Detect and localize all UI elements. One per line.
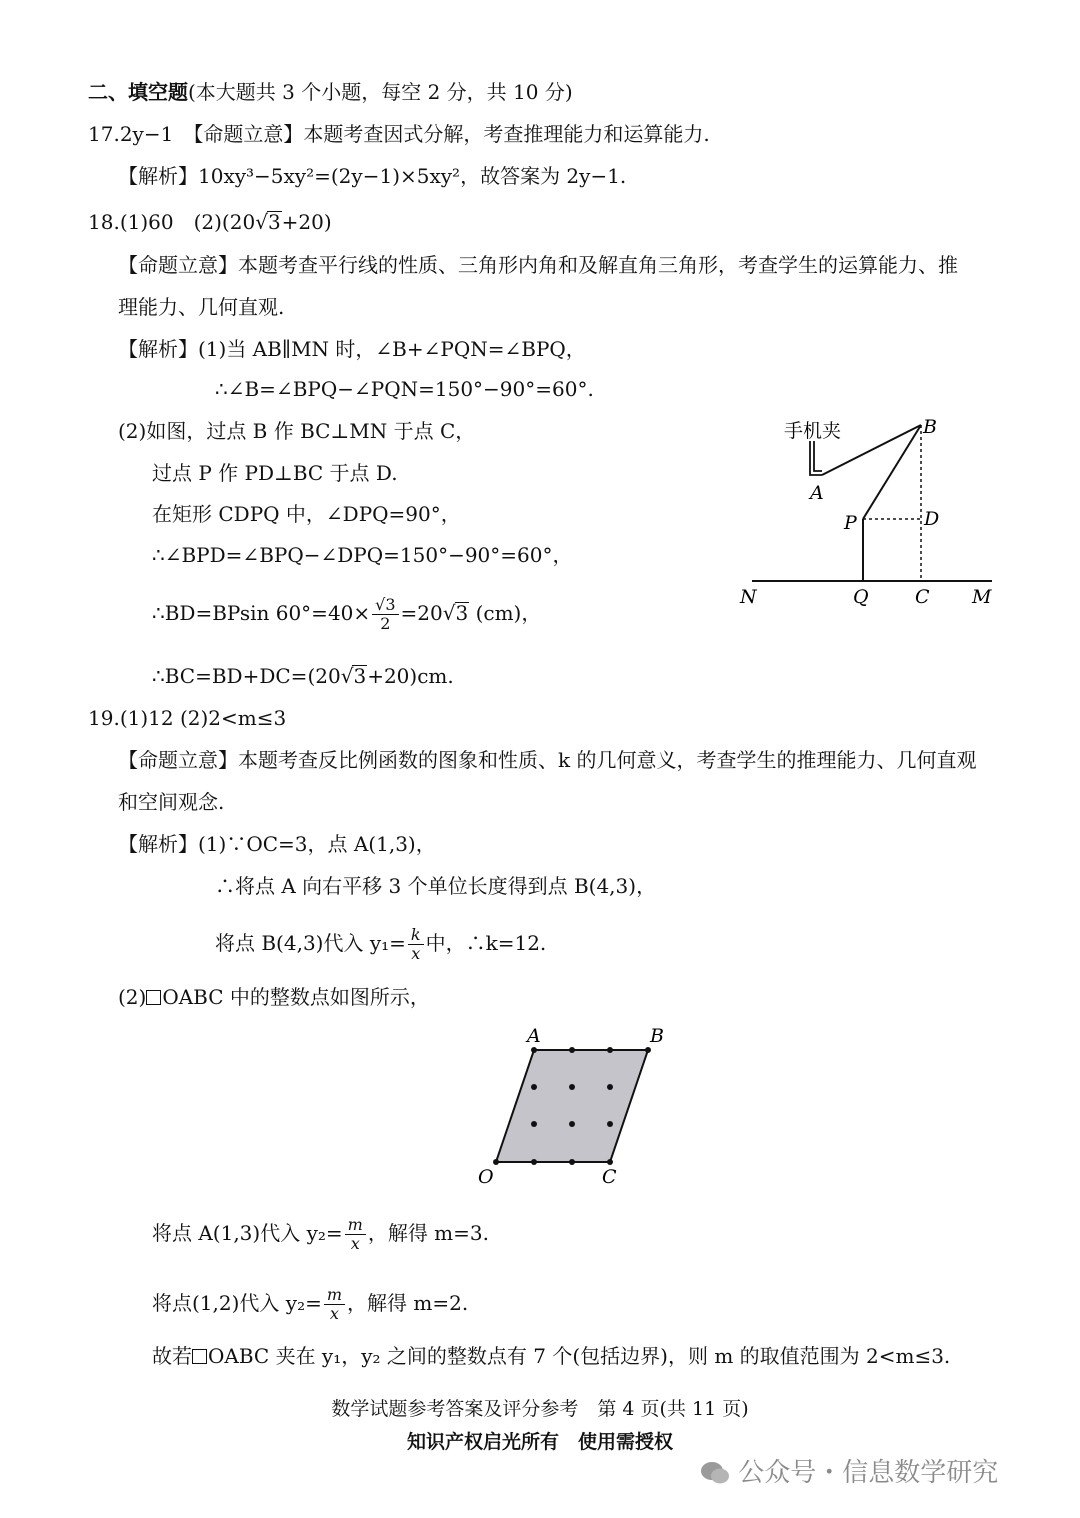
q19-frac-m2 — [324, 1286, 345, 1323]
q18-answer2-radicand: 3 — [267, 210, 281, 234]
q19-answer-line — [88, 706, 286, 730]
q19-analysis-3 — [215, 926, 546, 963]
q18-a7-post: (cm)， — [469, 601, 542, 625]
label-D: D — [924, 508, 940, 530]
q18-analysis-6: ∴∠BPD=∠BPQ−∠DPQ=150°−90°=60°， — [152, 543, 573, 567]
q18-a8-post: +20)cm. — [367, 664, 454, 688]
point-2-3 — [569, 1047, 575, 1053]
section-heading — [88, 80, 573, 104]
parallelogram-icon — [192, 1349, 207, 1364]
q18-answer2-post: +20) — [281, 210, 332, 234]
q18-a8-pre: ∴BC=BD+DC=(20 — [152, 664, 341, 688]
q18-a7-mid: =20 — [400, 601, 443, 625]
label-B: B — [650, 1025, 664, 1047]
q19-analysis-6 — [152, 1286, 468, 1323]
q19-a1: (1)∵OC=3，点 A(1,3)， — [198, 832, 436, 856]
page-footer: 数学试题参考答案及评分参考 第 4 页(共 11 页) — [331, 1398, 749, 1420]
q18-analysis-4: 过点 P 作 PD⊥BC 于点 D. — [152, 461, 398, 485]
q18-a8-radicand: 3 — [353, 664, 367, 688]
q17-analysis — [118, 164, 626, 188]
q19-a3-post: 中，∴k=12. — [425, 931, 547, 955]
q19-intent-tag: 【命题立意】 — [118, 748, 238, 772]
q17-intent: 本题考查因式分解，考查推理能力和运算能力. — [303, 122, 710, 146]
q19-intent-text1: 本题考查反比例函数的图象和性质、k 的几何意义，考查学生的推理能力、几何直观 — [238, 748, 977, 772]
section-info: (本大题共 3 个小题，每空 2 分，共 10 分) — [188, 80, 573, 104]
parallelogram-OABC — [496, 1050, 648, 1162]
label-P: P — [844, 512, 857, 534]
q19-num: 19. — [88, 706, 120, 730]
point-C — [607, 1159, 613, 1165]
q18-answer2-pre: (2)(20 — [193, 210, 256, 234]
q19-frac-k-num: k — [408, 926, 424, 945]
q19-analysis-5 — [152, 1216, 489, 1253]
q18-frac-den: 2 — [380, 614, 391, 633]
q18-geometry-figure — [730, 405, 1030, 615]
point-O — [493, 1159, 499, 1165]
point-1-1 — [531, 1121, 537, 1127]
q19-a5-pre: 将点 A(1,3)代入 y₂= — [152, 1221, 343, 1245]
label-O: O — [478, 1166, 494, 1188]
q19-a4-pre: (2) — [118, 985, 147, 1009]
q18-analysis-2: ∴∠B=∠BPQ−∠PQN=150°−90°=60°. — [215, 377, 594, 401]
point-2-2 — [569, 1084, 575, 1090]
q17-answer-line — [88, 122, 710, 146]
q18-analysis-3: (2)如图，过点 B 作 BC⊥MN 于点 C， — [118, 419, 476, 443]
q19-analysis-tag: 【解析】 — [118, 832, 198, 856]
q19-analysis-2: ∴将点 A 向右平移 3 个单位长度得到点 B(4,3)， — [215, 874, 657, 898]
q19-a7-text: OABC 夹在 y₁，y₂ 之间的整数点有 7 个(包括边界)，则 m 的取值范围为 2<m≤3. — [208, 1344, 951, 1368]
label-Q: Q — [853, 586, 869, 608]
q19-intent-line2: 和空间观念. — [118, 790, 225, 814]
q18-a7-pre: ∴BD=BPsin 60°=40× — [152, 601, 371, 625]
point-3-3 — [607, 1047, 613, 1053]
q17-analysis-text: 10xy³−5xy²=(2y−1)×5xy²，故答案为 2y−1. — [198, 164, 627, 188]
q18-num: 18. — [88, 210, 120, 234]
q18-analysis-tag: 【解析】 — [118, 337, 198, 361]
q19-frac-m2-den: x — [329, 1304, 339, 1323]
q19-analysis-7 — [152, 1344, 950, 1368]
watermark-text: 公众号・信息数学研究 — [738, 1458, 999, 1488]
point-2-0 — [569, 1159, 575, 1165]
wechat-icon — [700, 1460, 730, 1486]
q19-a3-pre: 将点 B(4,3)代入 y₁= — [215, 931, 406, 955]
parallelogram-icon — [146, 990, 161, 1005]
point-3-1 — [607, 1121, 613, 1127]
q18-analysis-8: ∴BC=BD+DC=(20√3+20)cm. — [152, 664, 454, 688]
label-C: C — [915, 586, 930, 608]
q19-frac-m1-den: x — [350, 1234, 360, 1253]
q18-intent-line1 — [118, 253, 958, 277]
point-3-2 — [607, 1084, 613, 1090]
q18-analysis-1 — [118, 337, 586, 361]
label-N: N — [740, 586, 757, 608]
q18-analysis-7: ∴BD=BPsin 60°=40× $\frac{√3}{2}$ =20√3 (cm)， — [152, 595, 542, 633]
q18-a1: (1)当 AB∥MN 时，∠B+∠PQN=∠BPQ， — [198, 337, 586, 361]
q17-analysis-tag: 【解析】 — [118, 164, 198, 188]
q17-num: 17. — [88, 122, 120, 146]
q18-intent-tag: 【命题立意】 — [118, 253, 238, 277]
q17-intent-tag: 【命题立意】 — [193, 122, 304, 146]
q19-frac-m2-num: m — [324, 1286, 345, 1305]
q18-answer-line: 18.(1)60 (2)(20√3+20) — [88, 210, 332, 234]
point-1-2 — [531, 1084, 537, 1090]
q19-a5-post: ，解得 m=3. — [367, 1221, 489, 1245]
watermark — [700, 1452, 998, 1489]
q17-answer: 2y−1 — [119, 122, 174, 146]
q19-frac-m1-num: m — [345, 1216, 366, 1235]
point-2-1 — [569, 1121, 575, 1127]
q19-intent-line1 — [118, 748, 976, 772]
label-A: A — [810, 482, 824, 504]
label-phone-clip: 手机夹 — [784, 420, 842, 442]
q18-fraction — [372, 596, 398, 633]
q19-a4-text: OABC 中的整数点如图所示， — [162, 985, 430, 1009]
q19-frac-k — [408, 926, 424, 963]
q19-frac-k-den: x — [411, 944, 421, 963]
label-C: C — [602, 1166, 617, 1188]
q19-frac-m1 — [345, 1216, 366, 1253]
q18-analysis-5: 在矩形 CDPQ 中，∠DPQ=90°， — [152, 502, 461, 526]
point-A — [531, 1047, 537, 1053]
section-title: 二、填空题 — [88, 80, 188, 104]
q19-parallelogram-figure — [470, 1020, 690, 1195]
point-1-0 — [531, 1159, 537, 1165]
q19-analysis-1 — [118, 832, 436, 856]
label-B: B — [923, 416, 937, 438]
label-A: A — [527, 1025, 541, 1047]
copyright-notice: 知识产权启光所有 使用需授权 — [406, 1431, 673, 1453]
q19-answer: (1)12 (2)2<m≤3 — [119, 706, 287, 730]
q18-frac-num: √3 — [372, 596, 398, 615]
q19-analysis-4 — [118, 985, 430, 1009]
q18-answer1: (1)60 — [119, 210, 174, 234]
q19-a6-post: ，解得 m=2. — [347, 1291, 469, 1315]
point-B — [645, 1047, 651, 1053]
q18-intent-line2: 理能力、几何直观. — [118, 295, 285, 319]
q18-a7-radicand: 3 — [455, 601, 469, 625]
q19-a7-pre: 故若 — [152, 1344, 192, 1368]
q19-a6-pre: 将点(1,2)代入 y₂= — [152, 1291, 322, 1315]
q18-intent-text1: 本题考查平行线的性质、三角形内角和及解直角三角形，考查学生的运算能力、推 — [238, 253, 958, 277]
label-M: M — [972, 586, 992, 608]
phone-clip-shape — [810, 441, 822, 475]
